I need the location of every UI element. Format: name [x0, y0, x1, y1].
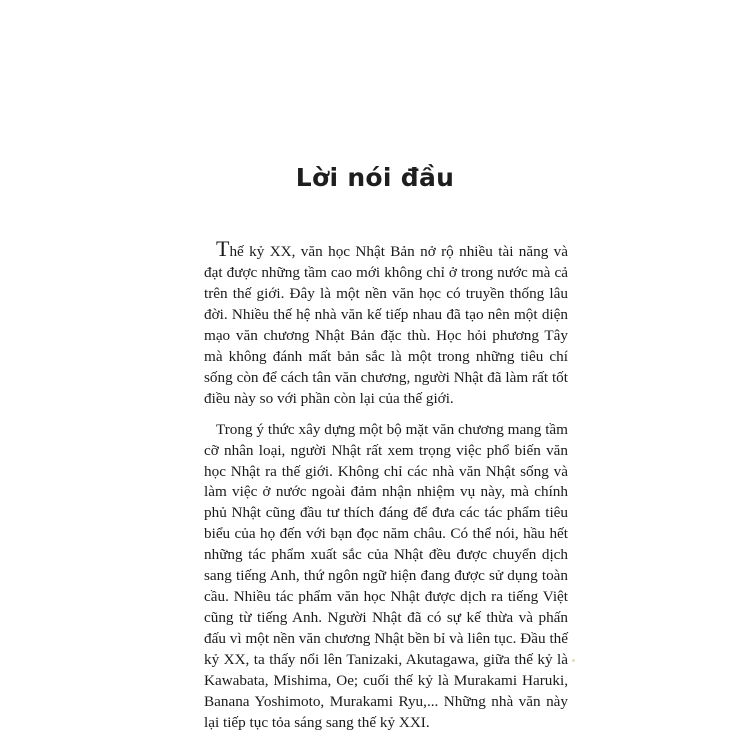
paragraph-1-text: hế kỷ XX, văn học Nhật Bản nở rộ nhiều tài năng và đạt được những tầm cao mới không chỉ ở trong nước mà cả trên thế giới. Đây là một nền văn học có truyền thống lâu đời. Nhiều thế hệ nhà văn kế tiếp nhau đã tạo nên một diện mạo văn chương Nhật Bản đặc thù. Học hỏi phương Tây mà không đánh mất bản sắc là một trong những tiêu chí sống còn để cách tân văn chương, người Nhật đã làm rất tốt điều này so với phần còn lại của thế giới. [204, 243, 568, 407]
drop-cap: T [216, 236, 230, 261]
paper-speck [572, 659, 575, 662]
paragraph-1 [204, 236, 568, 410]
body-text [204, 236, 568, 734]
paragraph-2: Trong ý thức xây dựng một bộ mặt văn chương mang tầm cỡ nhân loại, người Nhật rất xem trọng việc phổ biến văn học Nhật ra thế giới. Không chỉ các nhà văn Nhật sống và làm việc ở nước ngoài đảm nhận nhiệm vụ này, mà chính phủ Nhật cũng đầu tư thích đáng để đưa các tác phẩm tiêu biểu của họ đến với bạn đọc năm châu. Có thể nói, hầu hết những tác phẩm xuất sắc của Nhật đều được chuyển dịch sang tiếng Anh, thứ ngôn ngữ hiện đang được sử dụng toàn cầu. Nhiều tác phẩm văn học Nhật được dịch ra tiếng Việt cũng từ tiếng Anh. Người Nhật đã có sự kế thừa và phấn đấu vì một nền văn chương Nhật bền bỉ và liên tục. Đầu thế kỷ XX, ta thấy nổi lên Tanizaki, Akutagawa, giữa thế kỷ là Kawabata, Mishima, Oe; cuối thế kỷ là Murakami Haruki, Banana Yoshimoto, Murakami Ryu,... Những nhà văn này lại tiếp tục tỏa sáng sang thế kỷ XXI. [204, 420, 568, 731]
page-title: Lời nói đầu [295, 163, 455, 192]
